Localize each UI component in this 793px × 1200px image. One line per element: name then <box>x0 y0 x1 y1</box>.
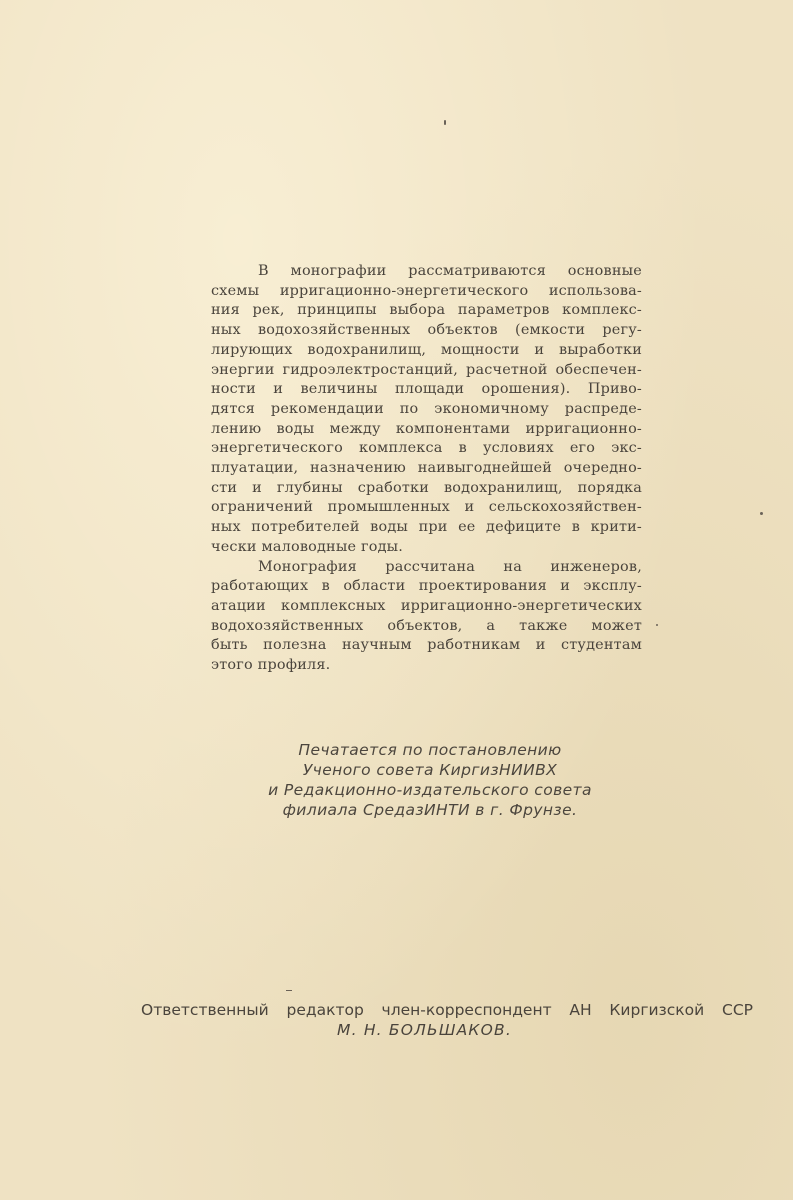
text-line: быть полезна научным работникам и студентам <box>211 637 642 654</box>
abstract-paragraph-1 <box>211 262 642 558</box>
text-line: этого профиля. <box>211 657 331 674</box>
imprint-line: филиала СредазИНТИ в г. Фрунзе. <box>282 801 578 819</box>
text-line: дятся рекомендации по экономичному распреде- <box>211 400 642 417</box>
editor-credit <box>141 1000 753 1040</box>
text-line: лирующих водохранилищ, мощности и выработки <box>211 341 642 358</box>
text-line: ности и величины площади орошения). Приво- <box>211 381 642 398</box>
ink-speck <box>444 120 446 125</box>
text-line: чески маловодные годы. <box>211 538 404 555</box>
text-line: схемы ирригационно-энергетического использова- <box>211 282 642 299</box>
imprint-line: Ученого совета КиргизНИИВХ <box>302 761 558 779</box>
text-line: работающих в области проектирования и эксплу- <box>211 578 642 595</box>
text-line: В монографии рассматриваются основные <box>258 263 642 279</box>
text-line: Монография рассчитана на инженеров, <box>258 558 642 575</box>
text-line: ограничений промышленных и сельскохозяйствен- <box>211 499 642 516</box>
text-line: энергии гидроэлектростанций, расчетной обеспечен- <box>211 361 642 378</box>
abstract-text <box>211 262 642 676</box>
text-line: ных потребителей воды при ее дефиците в крити- <box>211 519 642 536</box>
ink-speck <box>286 990 292 991</box>
editor-label: Ответственный редактор член-корреспондент АН Киргизской ССР <box>141 1001 753 1019</box>
text-line: атации комплексных ирригационно-энергетических <box>211 597 642 614</box>
ink-speck <box>760 512 763 515</box>
text-line: лению воды между компонентами ирригационно- <box>211 420 642 437</box>
text-line: водохозяйственных объектов, а также может <box>211 617 642 634</box>
ink-speck <box>656 624 658 626</box>
text-line: сти и глубины сработки водохранилищ, порядка <box>211 479 642 496</box>
imprint-note <box>230 740 630 820</box>
imprint-line: и Редакционно-издательского совета <box>268 781 592 799</box>
abstract-paragraph-2 <box>211 558 642 676</box>
text-line: ных водохозяйственных объектов (емкости регу- <box>211 322 642 339</box>
text-line: плуатации, назначению наивыгоднейшей очередно- <box>211 460 642 477</box>
text-line: ния рек, принципы выбора параметров комплекс- <box>211 302 642 319</box>
editor-name: М. Н. БОЛЬШАКОВ. <box>337 1021 513 1039</box>
imprint-line: Печатается по постановлению <box>298 741 562 759</box>
text-line: энергетического комплекса в условиях его экс- <box>211 440 642 457</box>
